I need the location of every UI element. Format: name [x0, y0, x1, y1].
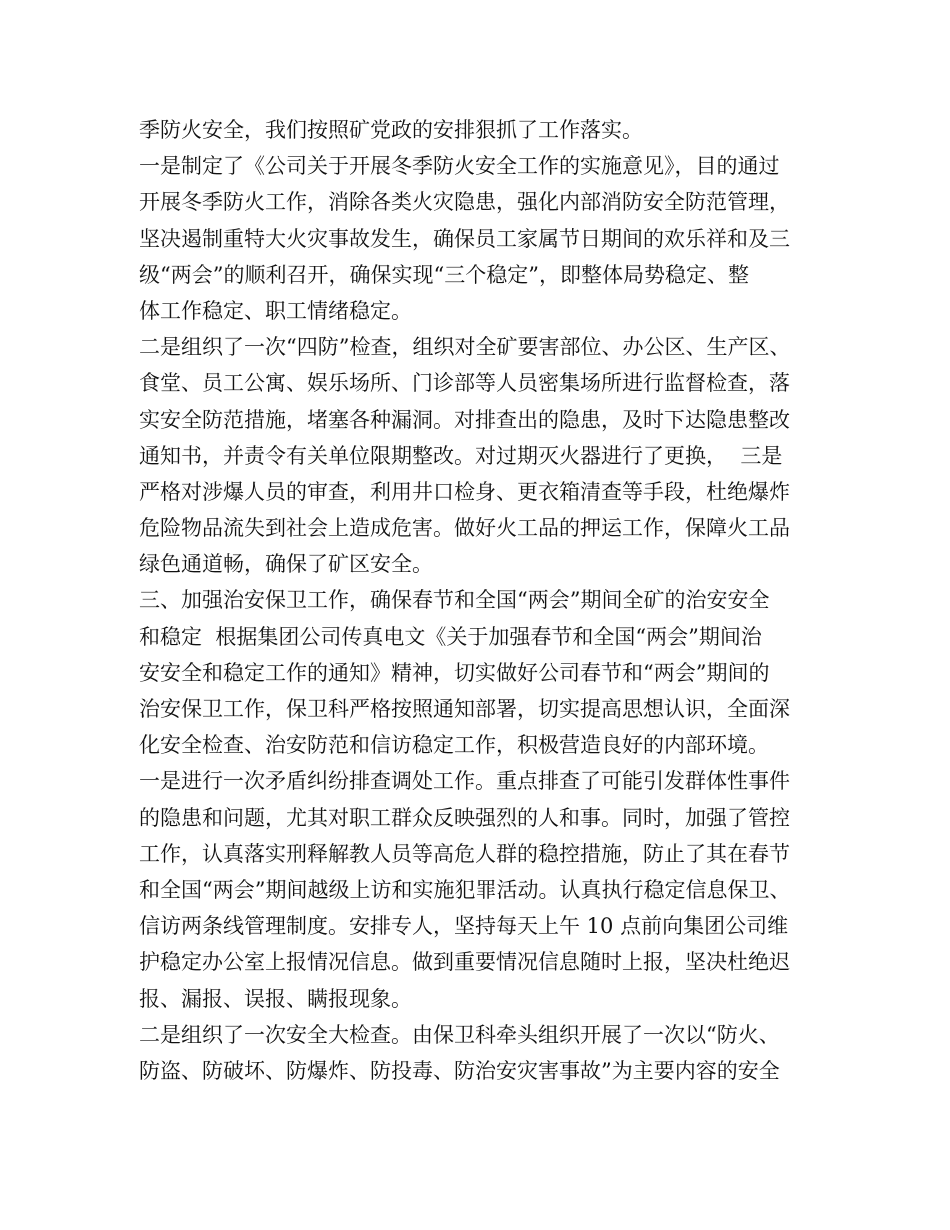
- text-line: 季防火安全，我们按照矿党政的安排狠抓了工作落实。: [139, 118, 643, 142]
- text-line: 报、漏报、误报、瞒报现象。: [139, 986, 412, 1011]
- text-line: 治安保卫工作，保卫科严格按照通知部署，切实提高思想认识，全面深: [139, 697, 790, 721]
- text-line: 严格对涉爆人员的审查，利用井口检身、更衣箱清查等手段，杜绝爆炸: [139, 479, 790, 504]
- text-line: 通知书，并责令有关单位限期整改。对过期灭火器进行了更换， 三是: [139, 443, 783, 468]
- text-line: 信访两条线管理制度。安排专人，坚持每天上午 10 点前向集团公司维: [139, 914, 789, 939]
- text-line: 和全国“两会”期间越级上访和实施犯罪活动。认真执行稳定信息保卫、: [139, 877, 791, 902]
- text-line: 化安全检查、治安防范和信访稳定工作，积极营造良好的内部环境。: [139, 733, 769, 758]
- text-line: 实安全防范措施，堵塞各种漏洞。对排查出的隐患，及时下达隐患整改: [139, 407, 790, 432]
- text-line: 级“两会”的顺利召开，确保实现“三个稳定”，即整体局势稳定、整: [139, 262, 749, 287]
- text-line: 食堂、员工公寓、娱乐场所、门诊部等人员密集场所进行监督检查，落: [139, 371, 790, 396]
- text-line: 安安全和稳定工作的通知》精神，切实做好公司春节和“两会”期间的: [139, 660, 770, 685]
- text-line: 坚决遏制重特大火灾事故发生，确保员工家属节日期间的欢乐祥和及三: [139, 226, 790, 251]
- text-line: 的隐患和问题，尤其对职工群众反映强烈的人和事。同时，加强了管控: [139, 805, 790, 830]
- text-line: 绿色通道畅，确保了矿区安全。: [139, 552, 433, 577]
- text-line: 二是组织了一次“四防”检查，组织对全矿要害部位、办公区、生产区、: [139, 335, 791, 360]
- text-line: 一是进行一次矛盾纠纷排查调处工作。重点排查了可能引发群体性事件: [139, 769, 790, 794]
- document-body: [139, 112, 829, 1089]
- text-line: 工作，认真落实刑释解教人员等高危人群的稳控措施，防止了其在春节: [139, 841, 790, 866]
- text-line: 和稳定 根据集团公司传真电文《关于加强春节和全国“两会”期间治: [139, 624, 762, 649]
- text-line: 护稳定办公室上报情况信息。做到重要情况信息随时上报，坚决杜绝迟: [139, 950, 790, 975]
- text-line: 三、加强治安保卫工作，确保春节和全国“两会”期间全矿的治安安全: [139, 588, 770, 613]
- text-line: 开展冬季防火工作，消除各类火灾隐患，强化内部消防安全防范管理，: [139, 190, 790, 215]
- text-line: 危险物品流失到社会上造成危害。做好火工品的押运工作，保障火工品: [139, 516, 790, 541]
- text-line: 体工作稳定、职工情绪稳定。: [139, 298, 412, 323]
- text-line: 防盗、防破坏、防爆炸、防投毒、防治安灾害事故”为主要内容的安全: [139, 1058, 780, 1083]
- text-line: 一是制定了《公司关于开展冬季防火安全工作的实施意见》，目的通过: [139, 154, 780, 179]
- text-line: 二是组织了一次安全大检查。由保卫科牵头组织开展了一次以“防火、: [139, 1022, 780, 1047]
